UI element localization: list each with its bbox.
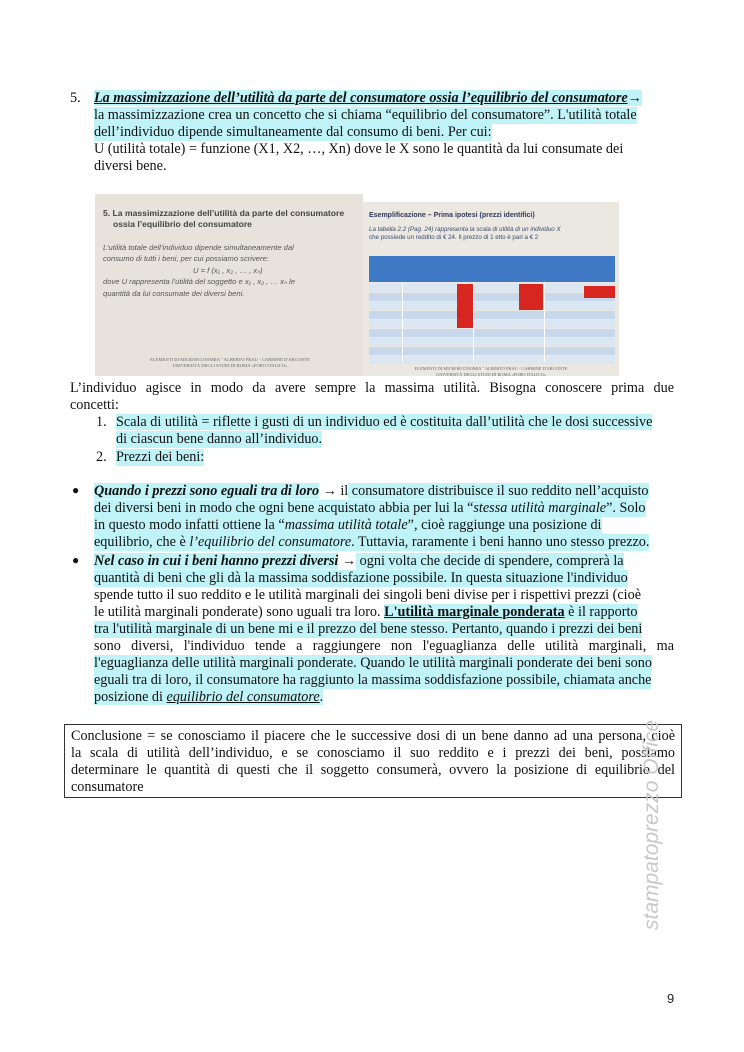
conclusion-box: [64, 724, 682, 798]
list-item-1: [116, 414, 652, 431]
bullet2-line-6: sono diversi, l'individuo tende a raggiungere non l'eguaglianza delle utilità marginali, ma: [94, 638, 674, 654]
bullet2-line-8: eguali tra di loro, il consumatore ha raggiunto la massima soddisfazione possibile, chiamata anche: [94, 672, 652, 688]
section-number: 5.: [70, 90, 81, 106]
arrow-icon: → il: [319, 483, 349, 499]
slide-image-example-table: [363, 202, 619, 376]
table-divider: [544, 282, 545, 362]
conclusion-line-2: la scala di utilità dell’individuo, e se conosciamo il suo reddito e i prezzi dei beni, possiamo: [71, 745, 675, 761]
slide1-formula: U = f (x₁ , x₂ , … , xₙ): [193, 265, 263, 275]
table-row: [369, 293, 615, 301]
bullet1-line-3: in questo modo infatti ottiene la “massima utilità totale”, cioè raggiunge una posizione di: [94, 517, 602, 533]
slide1-body: L’utilità totale dell’individuo dipende simultaneamente dal consumo di tutti i beni, per cui possiamo scrivere: U = f (x₁ , x₂ , … , xₙ) dove U rappresenta l’utilità del soggetto e x₁ , x₂ , … xₙ le quantità da lui consumate dei diversi beni.: [103, 242, 353, 299]
slide1-title: 5. La massimizzazione dell’utilità da parte del consumatore ossia l’equilibrio del consumatore: [103, 208, 345, 229]
table-divider: [473, 282, 474, 362]
highlight-cell: [519, 284, 543, 310]
section-line-3: U (utilità totale) = funzione (X1, X2, …, Xn) dove le X sono le quantità da lui consumate dei: [94, 141, 624, 157]
bullet1-lead: Quando i prezzi sono eguali tra di loro: [94, 483, 320, 499]
bullet1-line-4: equilibrio, che è l’equilibrio del consumatore. Tuttavia, raramente i beni hanno uno stesso prezzo.: [94, 534, 650, 550]
slide1-footer: ELEMENTI DI MICROECONOMIA " ALBERTO FRAU - CARMINE D'ARCONTE UNIVERSITÀ DEGLI STUDI DI ROMA «FORO ITALICO»: [150, 357, 310, 368]
list-item-1-term: Scala di utilità: [116, 414, 198, 430]
section-line-4: diversi bene.: [94, 158, 167, 174]
table-row: [369, 320, 615, 328]
bullet-icon: ●: [72, 553, 80, 567]
table-divider: [402, 282, 403, 362]
list-item-2: Prezzi dei beni:: [116, 449, 205, 465]
table-row: [369, 347, 615, 355]
bullet-icon: ●: [72, 483, 80, 497]
conclusion-line-4: consumatore: [71, 779, 144, 795]
list-item-1-line-2: di ciascun bene danno all’individuo.: [116, 431, 323, 447]
intro-line-1: L’individuo agisce in modo da avere sempre la massima utilità. Bisogna conoscere prima due: [70, 380, 674, 396]
section-heading-text: La massimizzazione dell’utilità da parte del consumatore ossia l’equilibrio del consumatore: [94, 90, 628, 106]
highlight-cell: [457, 284, 473, 328]
table-row: [369, 284, 615, 292]
conclusion-line-1: Conclusione = se conosciamo il piacere che le successive dosi di un bene danno ad una persona, cioè: [71, 728, 675, 744]
bullet2-line-2: quantità di beni che gli dà la massima soddisfazione possibile. In questa situazione l'individuo: [94, 570, 628, 586]
bullet2-lead: Nel caso in cui i beni hanno prezzi diversi: [94, 553, 339, 569]
highlight-cell: [584, 286, 615, 298]
section-heading: [94, 90, 642, 107]
arrow-icon: →: [627, 90, 642, 106]
table-row: [369, 329, 615, 337]
slide-image-equilibrium: [95, 194, 363, 376]
bullet2-line-3: spende tutto il suo reddito e le utilità marginali dei singoli beni divise per i rispettivi prezzi (cioè: [94, 587, 642, 603]
table-row: [369, 302, 615, 310]
slide2-title: Esemplificazione – Prima ipotesi (prezzi identifici): [369, 212, 535, 219]
section-line-2: dell’individuo dipende simultaneamente dal consumo di beni. Per cui:: [94, 124, 492, 140]
bullet2-line-1: Nel caso in cui i beni hanno prezzi diversi → ogni volta che decide di spendere, comprerà la: [94, 553, 624, 569]
page-number: 9: [667, 991, 675, 1006]
arrow-icon: →: [338, 553, 357, 569]
slide2-body: La tabella 2.2 (Pag. 24) rappresenta la scala di utilità di un individuo X che possiede un reddito di € 24. Il prezzo di 1 etto è pari a € 2: [369, 226, 561, 241]
table-header: [369, 256, 615, 282]
bullet2-line-5: tra l'utilità marginale di un bene mi e il prezzo del bene stesso. Pertanto, quando i prezzi dei beni: [94, 621, 643, 637]
list-item-1-definition: = riflette i gusti di un individuo ed è costituita dall’utilità che le dosi successive: [197, 414, 653, 430]
table-row: [369, 311, 615, 319]
utility-table: [369, 256, 615, 362]
conclusion-line-3: determinare le quantità di questi che il soggetto consumerà, ovvero la posizione di equilibrio del: [71, 762, 675, 778]
weighted-utility-term: L'utilità marginale ponderata: [384, 604, 565, 620]
bullet2-line-4: le utilità marginali ponderate) sono uguali tra loro. L'utilità marginale ponderata è il rapporto: [94, 604, 638, 620]
table-row: [369, 338, 615, 346]
table-row: [369, 356, 615, 364]
list-number-2: 2.: [96, 449, 107, 465]
bullet1-line-2: dei diversi beni in modo che ogni bene acquistato abbia per lui la “stessa utilità marginale”. Solo: [94, 500, 646, 516]
bullet1-line-1: Quando i prezzi sono eguali tra di loro → il consumatore distribuisce il suo reddito nell’acquisto: [94, 483, 649, 499]
bullet2-line-7: l'eguaglianza delle utilità marginali ponderate. Quando le utilità marginali ponderate dei beni sono: [94, 655, 652, 671]
list-number-1: 1.: [96, 414, 107, 430]
slide2-footer: ELEMENTI DI MICROECONOMIA " ALBERTO FRAU - CARMINE D'ARCONTE UNIVERSITÀ DEGLI STUDI DI ROMA «FORO ITALICO»: [414, 366, 568, 377]
bullet2-line-9: posizione di equilibrio del consumatore.: [94, 689, 324, 705]
intro-line-2: concetti:: [70, 397, 119, 413]
section-line-1: la massimizzazione crea un concetto che si chiama “equilibrio del consumatore”. L'utilità totale: [94, 107, 637, 123]
watermark: stampatoprezzo Office: [640, 719, 663, 930]
